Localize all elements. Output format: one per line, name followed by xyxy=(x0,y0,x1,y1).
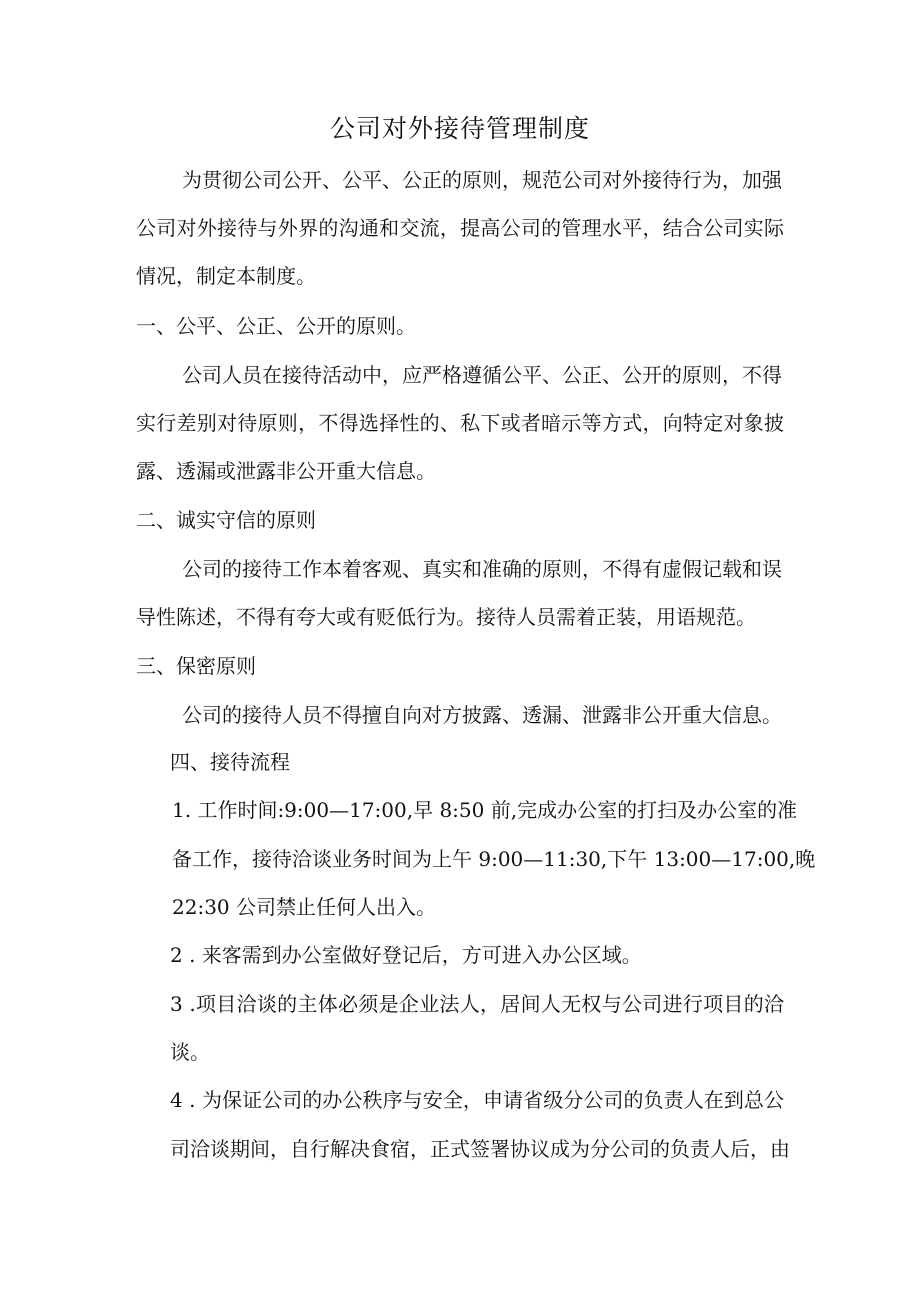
section-heading-3: 三、保密原则 xyxy=(136,654,256,678)
section-heading-2: 二、诚实守信的原则 xyxy=(136,508,316,532)
section-3-line-1: 公司的接待人员不得擅自向对方披露、透漏、泄露非公开重大信息。 xyxy=(182,703,782,727)
section-2-line-1: 公司的接待工作本着客观、真实和准确的原则，不得有虚假记载和误 xyxy=(182,557,782,581)
item-2-line-1: 2 . 来客需到办公室做好登记后，方可进入办公区域。 xyxy=(170,943,642,967)
section-1-line-2: 实行差别对待原则，不得选择性的、私下或者暗示等方式，向特定对象披 xyxy=(136,411,784,435)
intro-line-1: 为贯彻公司公开、公平、公正的原则，规范公司对外接待行为，加强 xyxy=(182,168,782,192)
section-1-line-1: 公司人员在接待活动中，应严格遵循公平、公正、公开的原则，不得 xyxy=(182,363,782,387)
section-heading-1: 一、公平、公正、公开的原则。 xyxy=(136,314,416,338)
intro-line-3: 情况，制定本制度。 xyxy=(136,264,316,288)
section-heading-4: 四、接待流程 xyxy=(170,750,290,774)
section-2-line-2: 导性陈述，不得有夸大或有贬低行为。接待人员需着正装，用语规范。 xyxy=(136,605,756,629)
item-1-line-2: 备工作，接待洽谈业务时间为上午 9:00—11:30,下午 13:00—17:00,晚 xyxy=(172,847,816,871)
item-3-line-1: 3 .项目洽谈的主体必须是企业法人，居间人无权与公司进行项目的洽 xyxy=(170,992,784,1016)
intro-line-2: 公司对外接待与外界的沟通和交流，提高公司的管理水平，结合公司实际 xyxy=(136,216,784,240)
item-1-line-1: 1. 工作时间:9:00—17:00,早 8:50 前,完成办公室的打扫及办公室的准 xyxy=(172,798,798,822)
item-3-line-2: 谈。 xyxy=(170,1040,210,1064)
item-4-line-2: 司洽谈期间，自行解决食宿，正式签署协议成为分公司的负责人后，由 xyxy=(170,1137,790,1161)
section-1-line-3: 露、透漏或泄露非公开重大信息。 xyxy=(136,459,436,483)
document-title: 公司对外接待管理制度 xyxy=(329,114,590,143)
item-4-line-1: 4 . 为保证公司的办公秩序与安全，申请省级分公司的负责人在到总公 xyxy=(170,1088,784,1112)
item-1-line-3: 22:30 公司禁止任何人出入。 xyxy=(172,895,436,919)
